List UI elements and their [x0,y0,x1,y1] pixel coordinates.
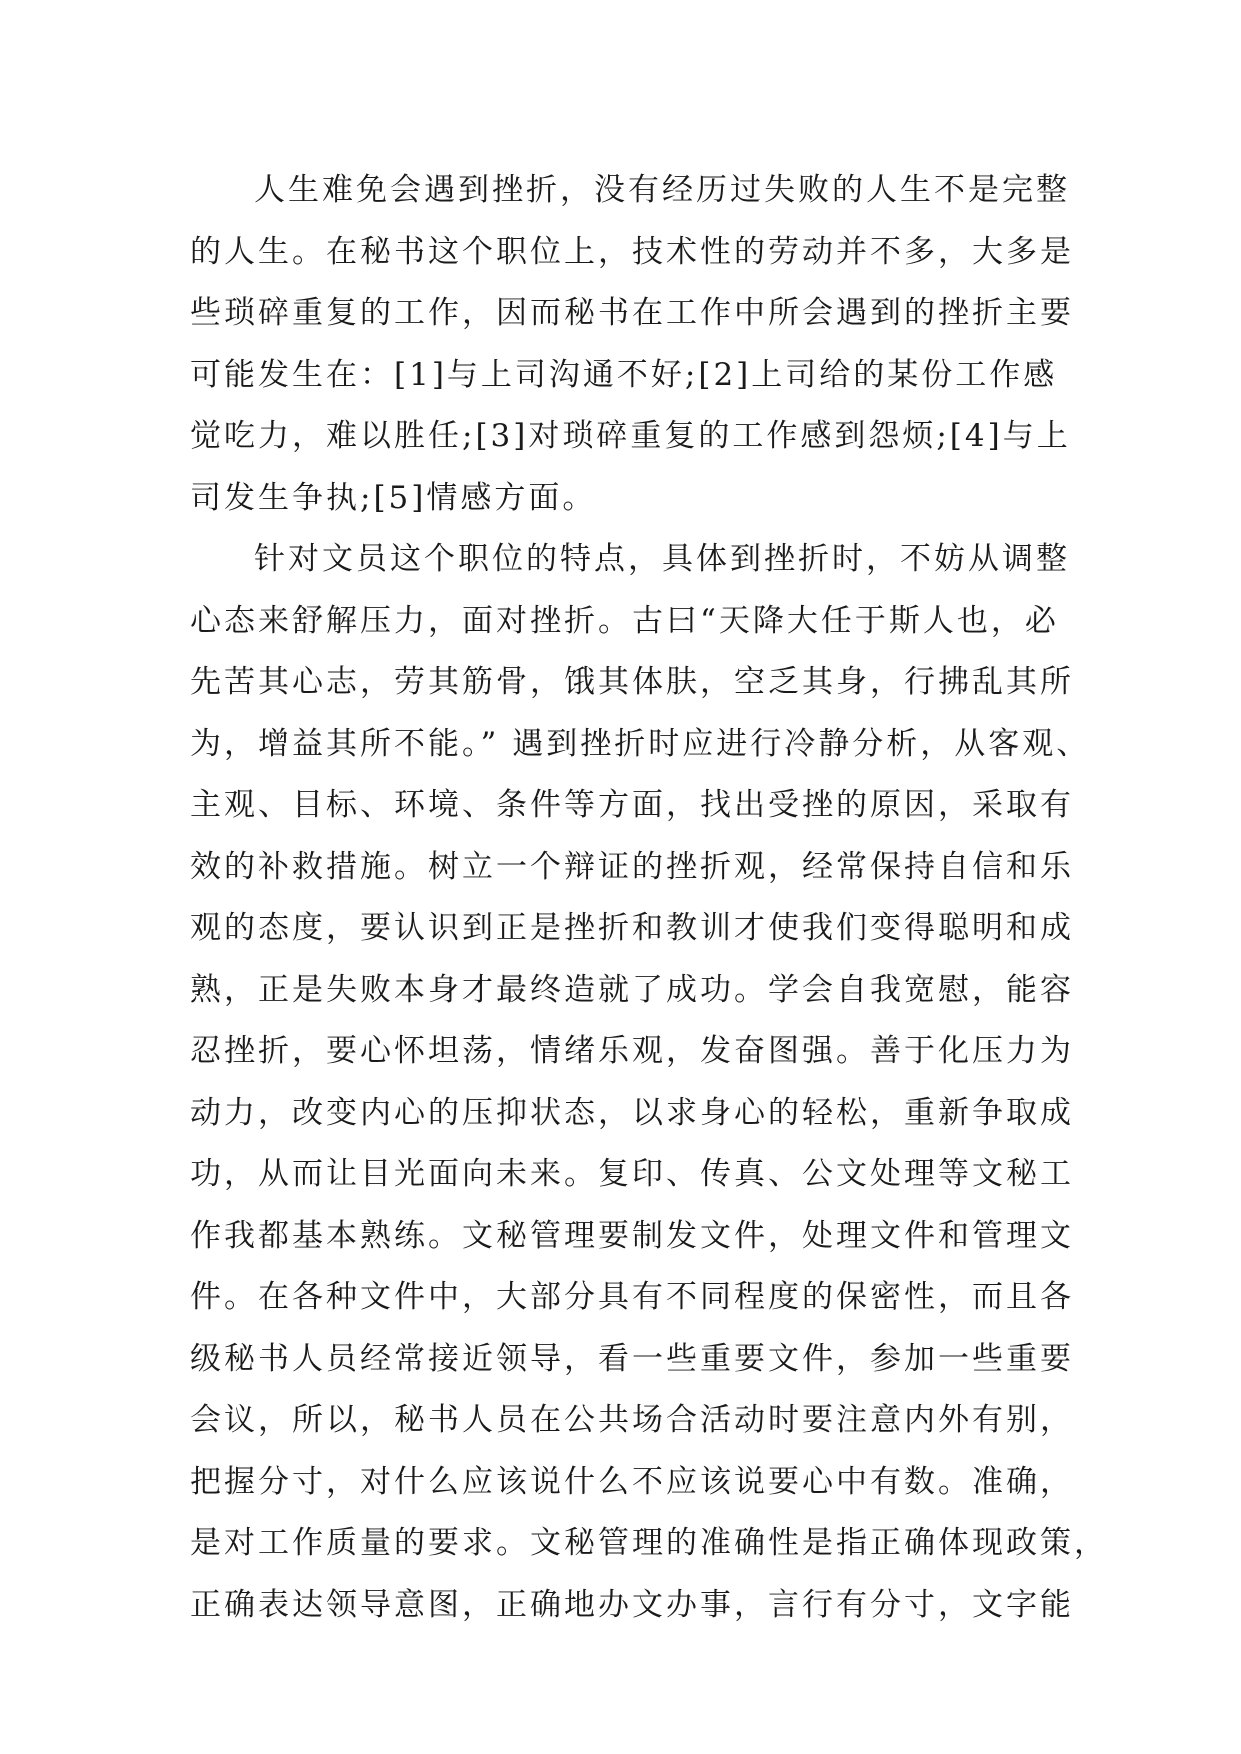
text-line: 把握分寸，对什么应该说什么不应该说要心中有数。准确， [190,1463,1074,1500]
text-line: 心态来舒解压力，面对挫折。古曰“天降大任于斯人也，必 [190,602,1059,639]
text-line: 些琐碎重复的工作，因而秘书在工作中所会遇到的挫折主要 [190,295,1074,331]
text-line: 会议，所以，秘书人员在公共场合活动时要注意内外有别， [190,1402,1074,1438]
paragraph-1 [190,160,1074,529]
text-line: 觉吃力，难以胜任;[3]对琐碎重复的工作感到怨烦;[4]与上 [190,418,1071,454]
text-line: 主观、目标、环境、条件等方面，找出受挫的原因，采取有 [190,787,1074,823]
text-line: 忍挫折，要心怀坦荡，情绪乐观，发奋图强。善于化压力为 [190,1033,1074,1069]
text-line: 可能发生在：[1]与上司沟通不好;[2]上司给的某份工作感 [190,356,1058,393]
text-line: 作我都基本熟练。文秘管理要制发文件，处理文件和管理文 [190,1217,1074,1254]
text-line: 为，增益其所不能。” 遇到挫折时应进行冷静分析，从客观、 [190,725,1091,762]
text-line: 是对工作质量的要求。文秘管理的准确性是指正确体现政策， [190,1525,1108,1561]
text-line: 正确表达领导意图，正确地办文办事，言行有分寸，文字能 [190,1586,1074,1623]
text-line: 动力，改变内心的压抑状态，以求身心的轻松，重新争取成 [190,1094,1074,1131]
text-line: 先苦其心志，劳其筋骨，饿其体肤，空乏其身，行拂乱其所 [190,664,1074,700]
text-line: 的人生。在秘书这个职位上，技术性的劳动并不多，大多是 [190,233,1074,270]
text-line: 熟，正是失败本身才最终造就了成功。学会自我宽慰，能容 [190,971,1074,1008]
text-line: 效的补救措施。树立一个辩证的挫折观，经常保持自信和乐 [190,848,1074,885]
paragraph-2 [190,529,1108,1636]
text-line: 级秘书人员经常接近领导，看一些重要文件，参加一些重要 [190,1340,1074,1377]
text-line: 观的态度，要认识到正是挫折和教训才使我们变得聪明和成 [190,910,1074,946]
text-line: 件。在各种文件中，大部分具有不同程度的保密性，而且各 [190,1279,1074,1315]
text-line: 人生难免会遇到挫折，没有经历过失败的人生不是完整 [254,172,1070,208]
text-line: 针对文员这个职位的特点，具体到挫折时，不妨从调整 [254,541,1070,577]
document-body [190,160,1108,1636]
text-line: 司发生争执;[5]情感方面。 [190,479,597,516]
text-line: 功，从而让目光面向未来。复印、传真、公文处理等文秘工 [190,1156,1074,1192]
